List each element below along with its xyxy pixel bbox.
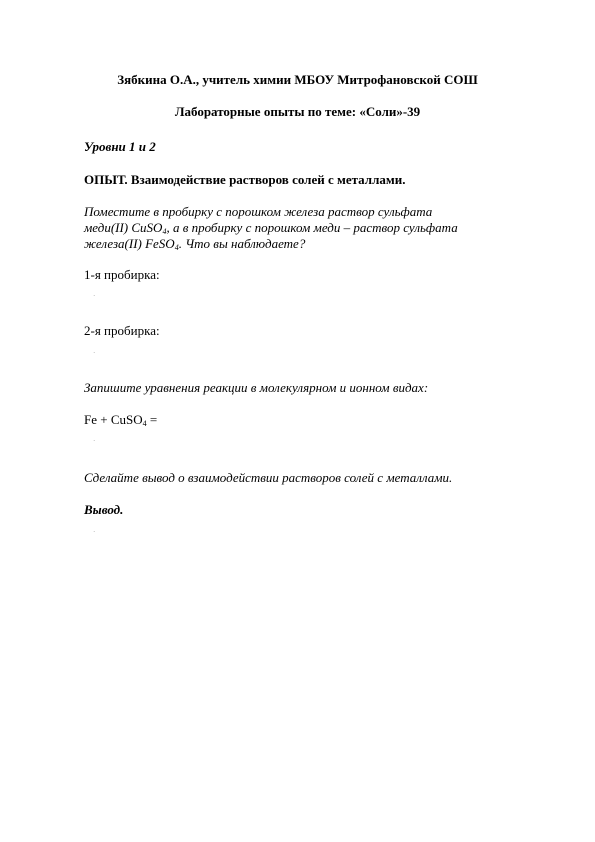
empty-paragraph-marker: ·	[93, 349, 96, 357]
conclusion-prompt: Сделайте вывод о взаимодействии растворов солей с металлами.	[84, 470, 453, 485]
experiment-title: ОПЫТ. Взаимодействие растворов солей с металлами.	[84, 172, 406, 187]
instruction-line-2: меди(II) CuSO$_4$, а в пробирку с порошком меди – раствор сульфата	[84, 220, 458, 236]
empty-paragraph-marker: ·	[93, 292, 96, 300]
tube-2-label: 2-я пробирка:	[84, 323, 160, 338]
instruction-line-1: Поместите в пробирку с порошком железа раствор сульфата	[84, 204, 433, 219]
tube-1-label: 1-я пробирка:	[84, 267, 160, 282]
author-line: Зябкина О.А., учитель химии МБОУ Митрофановской СОШ	[117, 72, 478, 87]
level-heading: Уровни 1 и 2	[84, 139, 156, 154]
empty-paragraph-marker: ·	[93, 528, 96, 536]
conclusion-label: Вывод.	[84, 502, 124, 517]
topic-title: Лабораторные опыты по теме: «Соли»-39	[174, 104, 421, 119]
equation-prompt: Запишите уравнения реакции в молекулярном и ионном видах:	[84, 380, 429, 395]
instruction-line-3: железа(II) FeSO$_4$. Что вы наблюдаете?	[84, 236, 306, 252]
empty-paragraph-marker: ·	[93, 437, 96, 445]
equation-line: Fe + CuSO$_4$ =	[84, 412, 158, 428]
